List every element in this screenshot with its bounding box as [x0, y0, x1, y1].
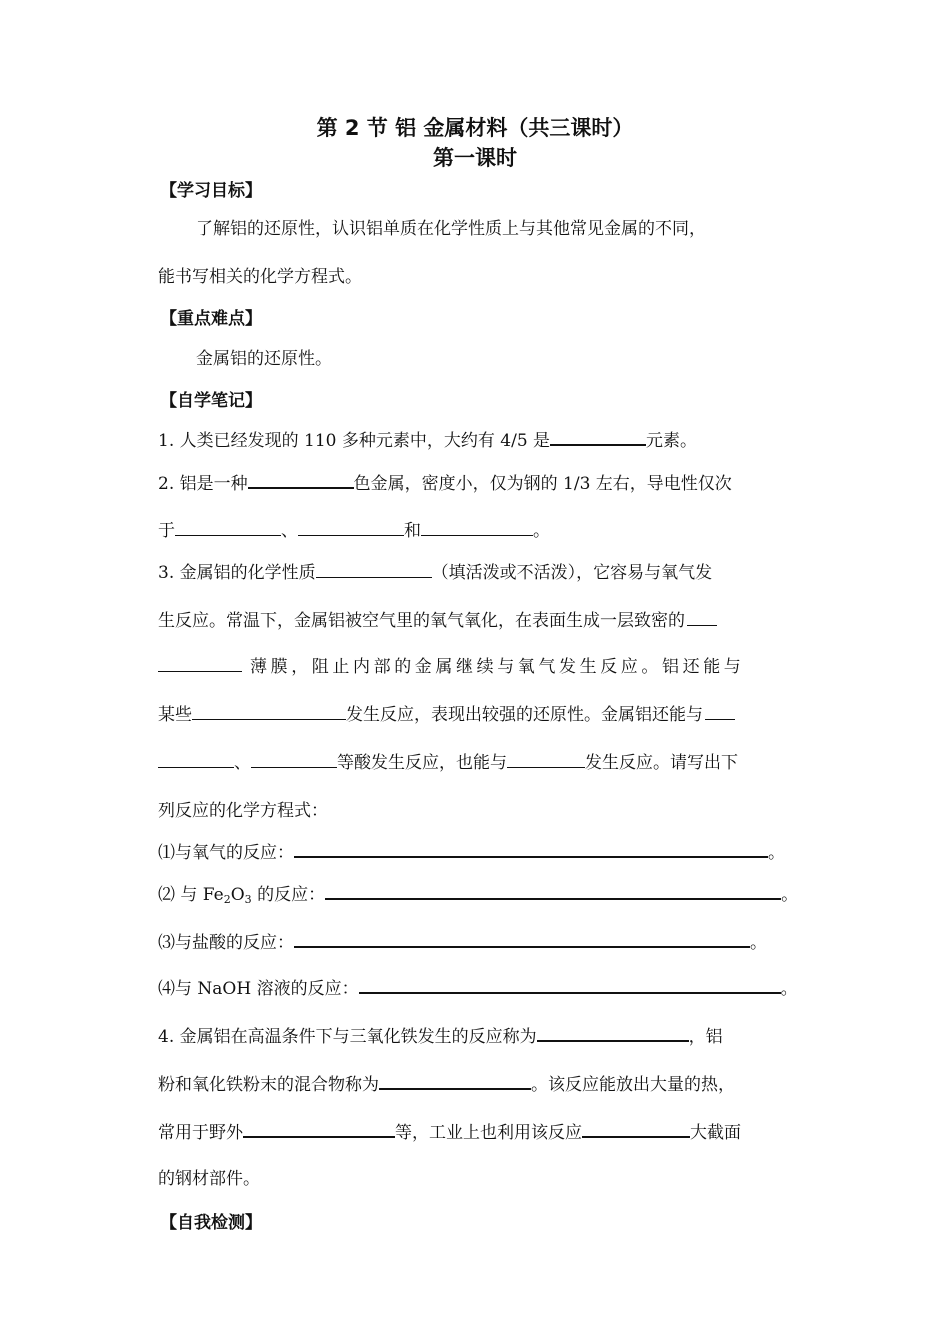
q3-blank-film-end[interactable] [158, 655, 242, 672]
q2-text-a: 2. 铝是一种 [158, 474, 248, 494]
question-3-line-4 [158, 700, 735, 725]
heading-learning-goals: 【学习目标】 [160, 181, 262, 201]
question-1 [158, 426, 697, 451]
heading-study-notes: 【自学笔记】 [160, 391, 262, 411]
q3-text-l5a: 、 [234, 753, 251, 773]
question-3-line-5 [158, 748, 738, 773]
q4-text-l3b: 等，工业上也利用该反应 [395, 1123, 582, 1143]
reaction-4-end: 。 [780, 979, 798, 999]
goals-line-1: 了解铝的还原性，认识铝单质在化学性质上与其他常见金属的不同， [196, 219, 706, 239]
reaction-2 [158, 880, 798, 906]
section-title: 第 2 节 铝 金属材料（共三课时） [316, 116, 634, 140]
reaction-1-blank[interactable] [294, 840, 768, 858]
reaction-4-label: ⑷与 NaOH 溶液的反应： [158, 979, 359, 999]
q3-text-l4a: 某些 [158, 705, 192, 725]
goals-line-2: 能书写相关的化学方程式。 [158, 267, 362, 287]
q3-text-l1b: （填活泼或不活泼），它容易与氧气发 [431, 563, 713, 583]
q2-blank-metal-2[interactable] [298, 519, 404, 536]
q3-text-l1a: 3. 金属铝的化学性质 [158, 563, 316, 583]
reaction-3-label: ⑶与盐酸的反应： [158, 933, 294, 953]
reaction-2-label-a: ⑵ 与 Fe [158, 885, 224, 905]
reaction-3-end: 。 [750, 933, 767, 953]
q4-text-l2a: 粉和氧化铁粉末的混合物称为 [158, 1075, 379, 1095]
question-4-line-4: 的钢材部件。 [158, 1169, 260, 1189]
q2-blank-metal-3[interactable] [421, 519, 533, 536]
reaction-2-end: 。 [781, 885, 799, 905]
reaction-3 [158, 928, 767, 953]
q4-blank-reaction-name[interactable] [537, 1024, 689, 1042]
q3-blank-substances[interactable] [192, 703, 346, 720]
question-4-line-1 [158, 1022, 723, 1047]
lesson-subtitle: 第一课时 [433, 146, 517, 170]
q3-blank-film-start[interactable] [687, 609, 717, 626]
reaction-2-label-b: O [230, 885, 245, 905]
q2-blank-metal-1[interactable] [175, 519, 281, 536]
q1-text-a: 1. 人类已经发现的 110 多种元素中，大约有 4/5 是 [158, 431, 551, 451]
q4-blank-mixture-name[interactable] [379, 1072, 531, 1090]
q3-blank-acid-1-start[interactable] [705, 703, 735, 720]
reaction-4-blank[interactable] [359, 976, 781, 994]
question-3-line-6: 列反应的化学方程式： [158, 801, 328, 821]
reaction-1-end: 。 [768, 843, 785, 863]
reaction-1-label: ⑴与氧气的反应： [158, 843, 294, 863]
q4-text-l1a: 4. 金属铝在高温条件下与三氧化铁发生的反应称为 [158, 1027, 537, 1047]
q3-blank-base[interactable] [507, 751, 585, 768]
q2-text-f: 。 [533, 521, 550, 541]
q3-blank-acid-1-end[interactable] [158, 751, 234, 768]
q3-text-l5b: 等酸发生反应，也能与 [337, 753, 507, 773]
question-3-line-3 [158, 652, 744, 677]
heading-self-check: 【自我检测】 [160, 1213, 262, 1233]
q2-text-b: 色金属，密度小，仅为钢的 1/3 左右，导电性仅次 [353, 474, 732, 494]
q1-text-b: 元素。 [646, 431, 698, 451]
q4-blank-industry-use[interactable] [582, 1120, 690, 1138]
question-4-line-2 [158, 1070, 735, 1095]
q2-text-d: 、 [281, 521, 298, 541]
question-3-line-1 [158, 558, 712, 583]
q4-text-l2b: 。该反应能放出大量的热， [531, 1075, 735, 1095]
q3-text-l4b: 发生反应，表现出较强的还原性。金属铝还能与 [346, 705, 703, 725]
q4-text-l3c: 大截面 [690, 1123, 741, 1143]
question-4-line-3 [158, 1118, 741, 1143]
q3-blank-acid-2[interactable] [251, 751, 337, 768]
q3-text-l2: 生反应。常温下，金属铝被空气里的氧气氧化，在表面生成一层致密的 [158, 611, 685, 631]
reaction-4 [158, 974, 798, 999]
reaction-2-sub-1: 2 [223, 893, 231, 906]
reaction-2-sub-2: 3 [244, 893, 252, 906]
heading-key-points: 【重点难点】 [160, 309, 262, 329]
q3-text-l5c: 发生反应。请写出下 [585, 753, 738, 773]
question-2-line-2 [158, 516, 550, 541]
q2-blank-color[interactable] [248, 471, 354, 489]
reaction-1 [158, 838, 785, 863]
question-2-line-1 [158, 469, 732, 494]
q4-text-l1b: ，铝 [688, 1027, 723, 1047]
q3-blank-activity[interactable] [316, 561, 432, 578]
q2-text-c: 于 [158, 521, 175, 541]
q4-blank-field-use[interactable] [243, 1120, 395, 1138]
key-points-text: 金属铝的还原性。 [196, 349, 332, 369]
reaction-3-blank[interactable] [294, 930, 750, 948]
question-3-line-2 [158, 606, 717, 631]
q1-blank[interactable] [550, 428, 646, 446]
q4-text-l3a: 常用于野外 [158, 1123, 243, 1143]
q3-text-l3: 薄膜，阻止内部的金属继续与氧气发生反应。铝还能与 [250, 657, 745, 677]
reaction-2-blank[interactable] [325, 882, 781, 900]
q2-text-e: 和 [404, 521, 421, 541]
reaction-2-label-c: 的反应： [251, 885, 326, 905]
